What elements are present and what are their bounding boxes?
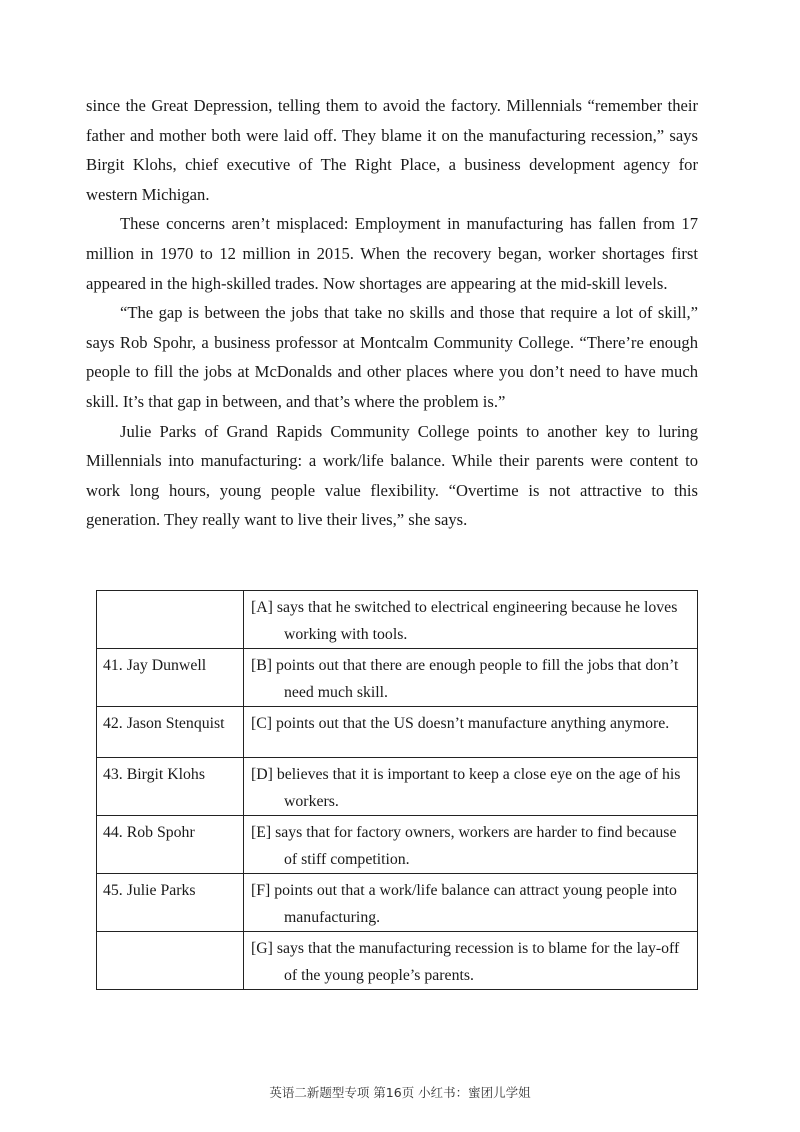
passage [86,91,698,535]
person-name: 43. Birgit Klohs [97,758,244,816]
table-row [97,591,698,649]
person-name [97,591,244,649]
option-c: [C] points out that the US doesn’t manufacture anything anymore. [251,715,670,732]
person-name [97,932,244,990]
table-row [97,758,698,816]
paragraph-1: since the Great Depression, telling them to avoid the factory. Millennials “remember their father and mother both were laid off. They blame it on the manufacturing recession,” says Birgit Klohs, chief executive of The Right Place, a business development agency for western Michigan. [86,96,698,204]
matching-table [96,590,698,990]
person-name: 42. Jason Stenquist [97,707,244,758]
option-e: [E] says that for factory owners, workers are harder to find because of stiff competition. [251,824,677,868]
table-row [97,707,698,758]
option-b: [B] points out that there are enough people to fill the jobs that don’t need much skill. [251,657,679,701]
person-name: 45. Julie Parks [97,874,244,932]
person-name: 44. Rob Spohr [97,816,244,874]
paragraph-2: These concerns aren’t misplaced: Employment in manufacturing has fallen from 17 million in 1970 to 12 million in 2015. When the recovery began, worker shortages first appeared in the high-skilled trades. Now shortages are appearing at the mid-skill levels. [86,214,698,293]
paragraph-3: “The gap is between the jobs that take no skills and those that require a lot of skill,” says Rob Spohr, a business professor at Montcalm Community College. “There’re enough people to fill the jobs at McDonalds and other places where you don’t need to have much skill. It’s that gap in between, and that’s where the problem is.” [86,303,698,411]
table-row [97,816,698,874]
option-g: [G] says that the manufacturing recession is to blame for the lay-off of the young people’s parents. [251,940,680,984]
page-footer: 英语二新题型专项 第16页 小红书：蜜团儿学姐 [269,1085,531,1100]
table-row [97,932,698,990]
paragraph-4: Julie Parks of Grand Rapids Community College points to another key to luring Millennials into manufacturing: a work/life balance. While their parents were content to work long hours, young people value flexibility. “Overtime is not attractive to this generation. They really want to live their lives,” she says. [86,421,698,530]
option-d: [D] believes that it is important to keep a close eye on the age of his workers. [251,766,681,810]
person-name: 41. Jay Dunwell [97,649,244,707]
option-f: [F] points out that a work/life balance can attract young people into manufacturing. [251,882,677,926]
table-row [97,874,698,932]
table-row [97,649,698,707]
option-a: [A] says that he switched to electrical engineering because he loves working with tools. [251,599,678,643]
